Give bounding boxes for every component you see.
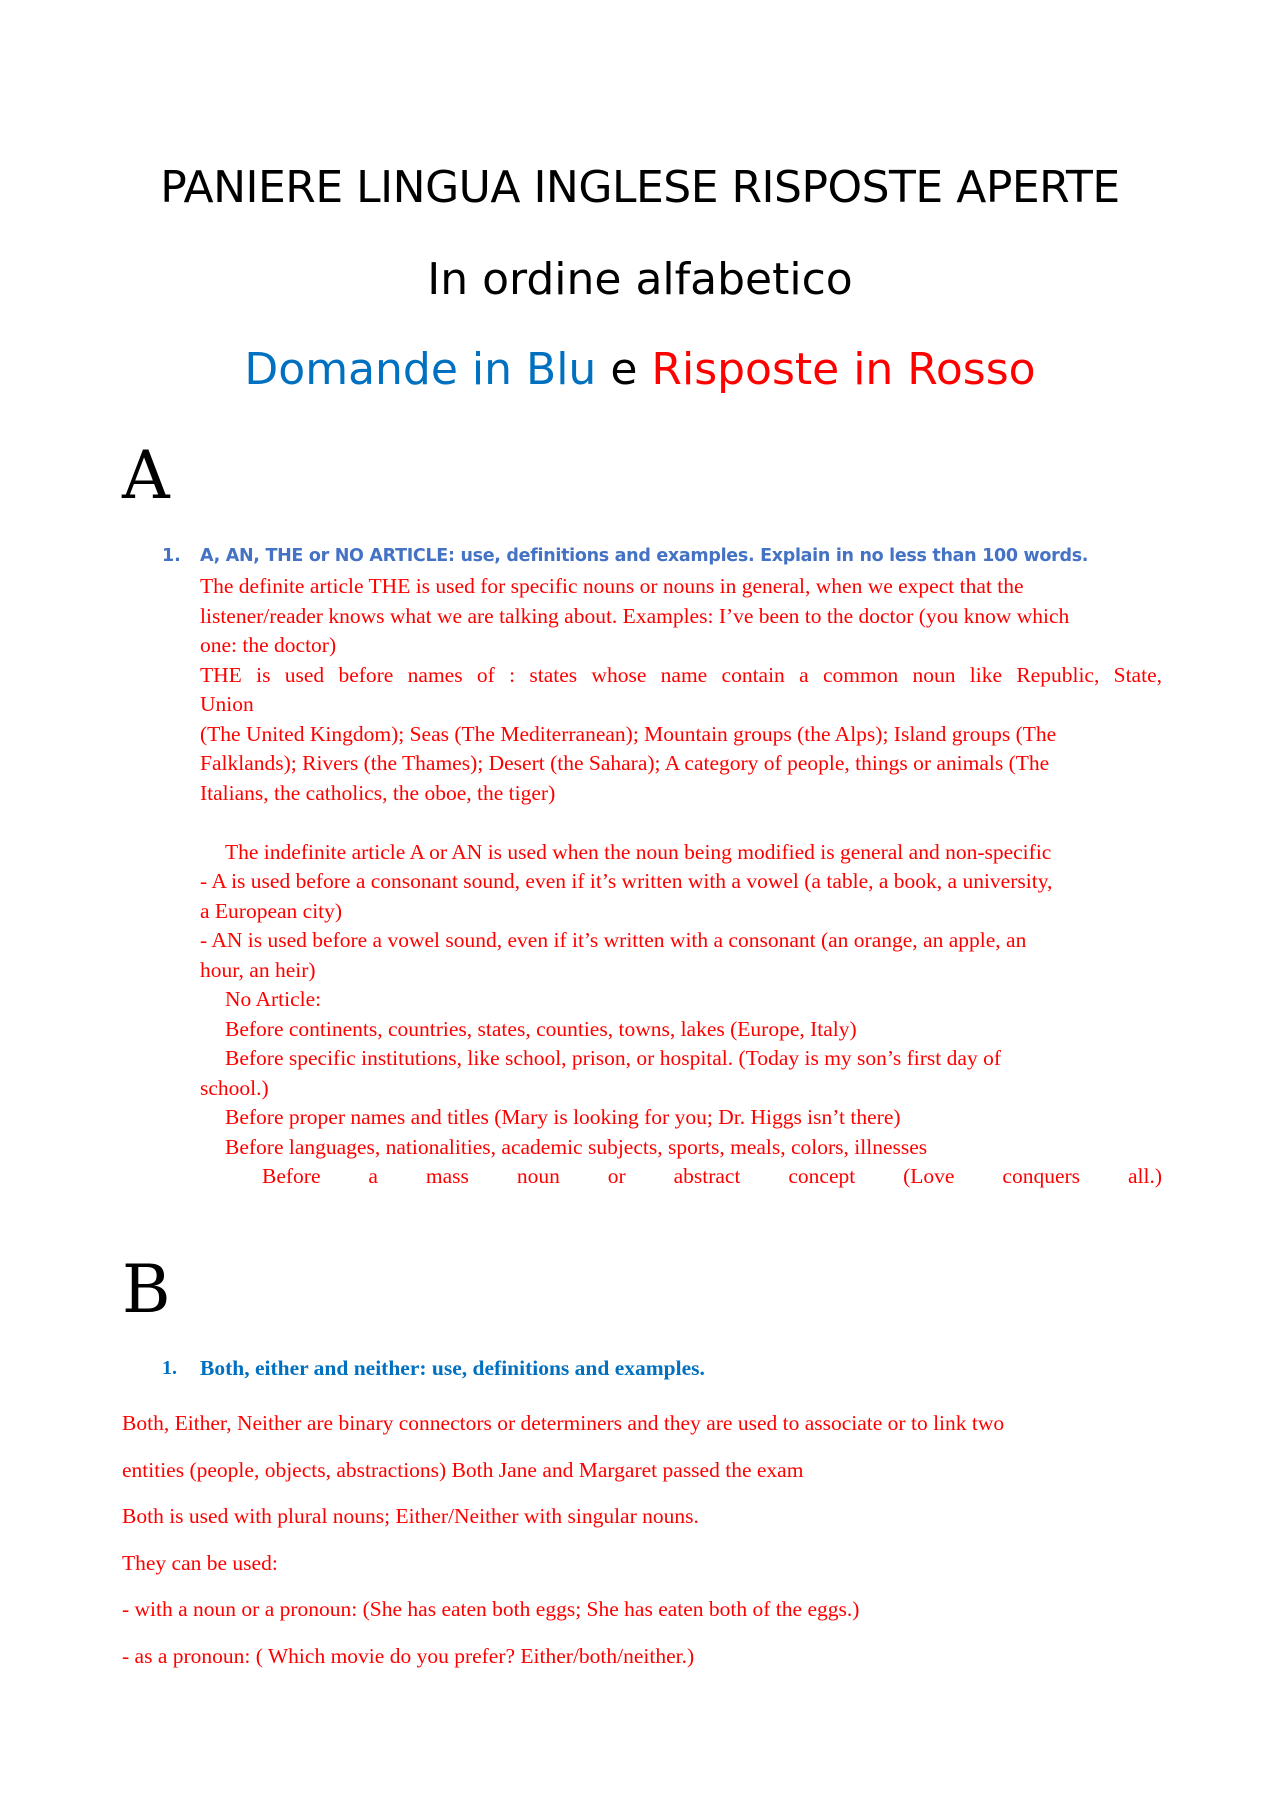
answer-line: The indefinite article A or AN is used when the noun being modified is general and non-specific xyxy=(225,839,1052,864)
section-letter-b: B xyxy=(122,1251,171,1328)
question-number-a1: 1. xyxy=(162,546,181,566)
answer-line: Before languages, nationalities, academic subjects, sports, meals, colors, illnesses xyxy=(225,1134,928,1159)
answer-line: No Article: xyxy=(225,987,322,1011)
legend-questions: Domande in Blu xyxy=(244,344,597,395)
document-subtitle: In ordine alfabetico xyxy=(427,254,853,305)
question-b1: Both, either and neither: use, definitions and examples. xyxy=(200,1356,705,1380)
answer-line: Both, Either, Neither are binary connectors or determiners and they are used to associate or to link two xyxy=(122,1411,1005,1435)
answer-line: (The United Kingdom); Seas (The Mediterranean); Mountain groups (the Alps); Island groups (The xyxy=(200,721,1057,746)
document-title: PANIERE LINGUA INGLESE RISPOSTE APERTE xyxy=(160,162,1120,213)
answer-line: listener/reader knows what we are talking about. Examples: I’ve been to the doctor (you know which xyxy=(200,603,1070,628)
answer-line: entities (people, objects, abstractions) Both Jane and Margaret passed the exam xyxy=(122,1457,804,1482)
blank-line xyxy=(200,808,1162,838)
answer-line: - A is used before a consonant sound, even if it’s written with a vowel (a table, a book, a university, xyxy=(200,869,1053,893)
legend-answers: Risposte in Rosso xyxy=(651,344,1036,395)
word: concept xyxy=(788,1164,856,1188)
word: (Love xyxy=(903,1164,955,1188)
answer-line: Before specific institutions, like school, prison, or hospital. (Today is my son’s first day of xyxy=(225,1046,1001,1070)
answer-line: hour, an heir) xyxy=(200,957,316,982)
answer-line: school.) xyxy=(200,1075,269,1100)
answer-line: The definite article THE is used for specific nouns or nouns in general, when we expect that the xyxy=(200,574,1024,598)
word: Before xyxy=(262,1164,321,1188)
answer-line: THE is used before names of : states whose name contain a common noun like Republic, State, xyxy=(200,662,1162,687)
answer-line: - as a pronoun: ( Which movie do you prefer? Either/both/neither.) xyxy=(122,1643,695,1668)
answer-line: Falklands); Rivers (the Thames); Desert (the Sahara); A category of people, things or animals (The xyxy=(200,751,1050,775)
word: mass xyxy=(425,1164,469,1188)
color-legend xyxy=(0,342,1280,398)
answer-line: Italians, the catholics, the oboe, the tiger) xyxy=(200,780,556,805)
word: a xyxy=(368,1164,378,1188)
answer-b1 xyxy=(122,1400,1162,1679)
question-a1: A, AN, THE or NO ARTICLE: use, definitions and examples. Explain in no less than 100 words. xyxy=(200,546,1089,566)
answer-a1 xyxy=(200,572,1162,1192)
answer-line: Both is used with plural nouns; Either/Neither with singular nouns. xyxy=(122,1504,699,1528)
answer-line: - with a noun or a pronoun: (She has eaten both eggs; She has eaten both of the eggs.) xyxy=(122,1597,860,1621)
section-letter-a: A xyxy=(122,437,170,514)
answer-line: They can be used: xyxy=(122,1550,278,1575)
word: conquers xyxy=(1002,1164,1081,1188)
answer-line: Before proper names and titles (Mary is looking for you; Dr. Higgs isn’t there) xyxy=(225,1105,901,1129)
legend-conjunction: e xyxy=(610,344,638,395)
answer-line: one: the doctor) xyxy=(200,633,337,657)
word: all.) xyxy=(1127,1164,1162,1188)
word: noun xyxy=(516,1164,560,1188)
word: abstract xyxy=(673,1164,741,1188)
word: or xyxy=(607,1164,626,1188)
answer-line: Before continents, countries, states, counties, towns, lakes (Europe, Italy) xyxy=(225,1016,857,1041)
answer-line-justified xyxy=(200,1162,1162,1192)
answer-line: - AN is used before a vowel sound, even if it’s written with a consonant (an orange, an apple, an xyxy=(200,928,1027,952)
answer-line: Union xyxy=(200,692,254,716)
answer-line: a European city) xyxy=(200,898,343,923)
question-number-b1: 1. xyxy=(162,1357,177,1379)
